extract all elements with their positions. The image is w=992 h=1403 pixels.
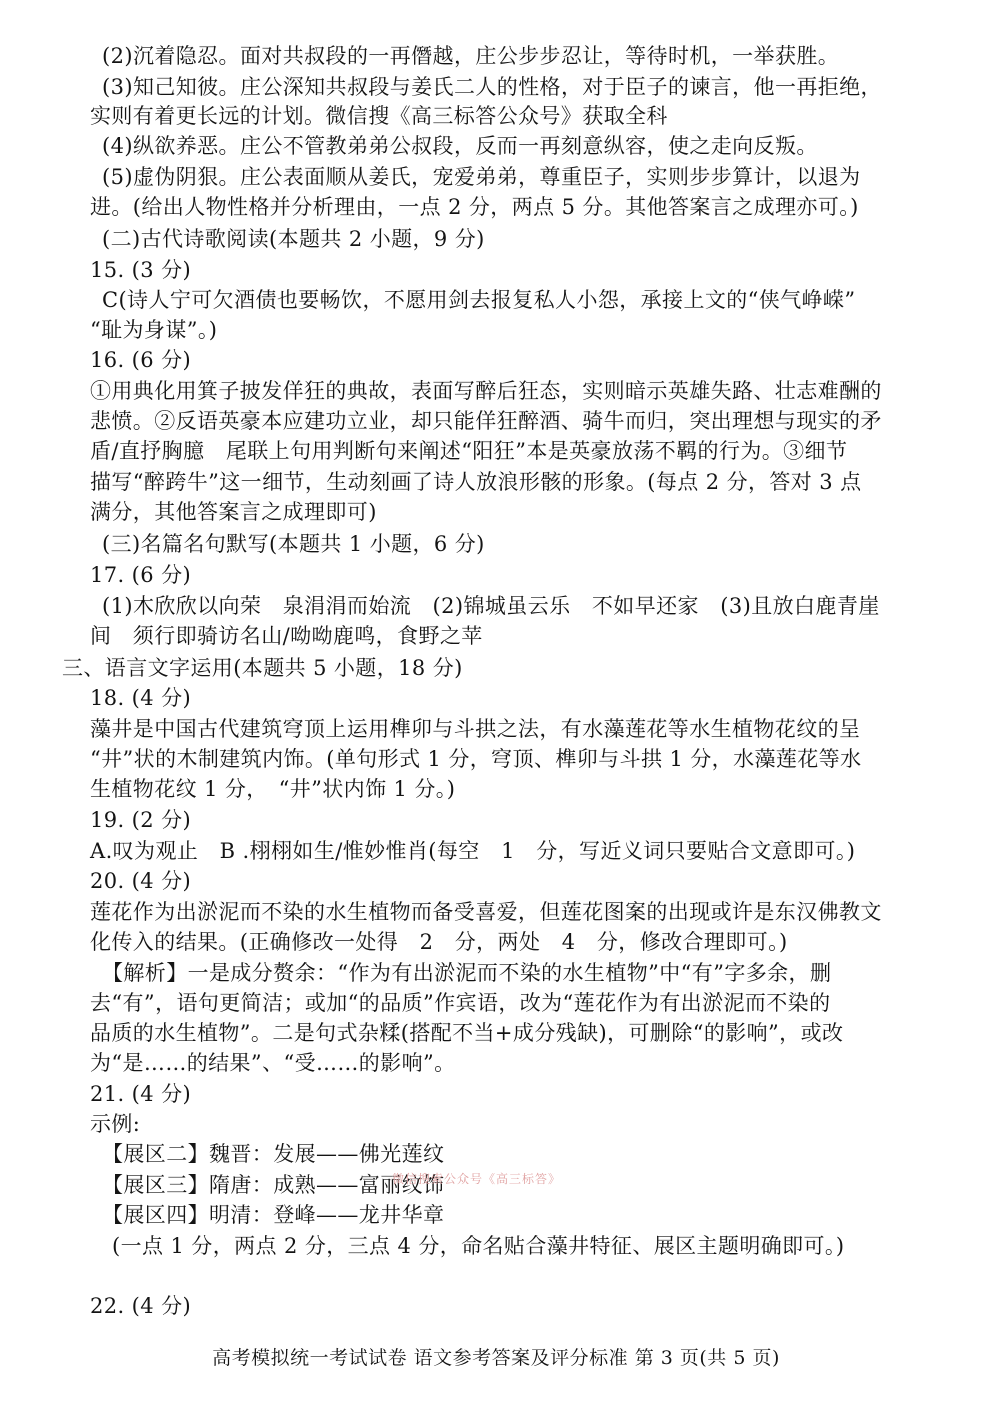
text-line: (3)知己知彼。庄公深知共叔段与姜氏二人的性格，对于臣子的谏言，他一再拒绝， bbox=[102, 75, 882, 99]
text-line: 示例: bbox=[90, 1112, 141, 1136]
question-number: 20. (4 分) bbox=[90, 869, 192, 893]
text-line: 进。(给出人物性格并分析理由，一点 2 分，两点 5 分。其他答案言之成理亦可。) bbox=[90, 195, 859, 219]
text-line: 藻井是中国古代建筑穹顶上运用榫卯与斗拱之法，有水藻莲花等水生植物花纹的呈 bbox=[90, 717, 861, 741]
section-heading: (三)名篇名句默写(本题共 1 小题，6 分) bbox=[102, 532, 485, 556]
question-number: 18. (4 分) bbox=[90, 686, 192, 710]
section-heading: 三、语言文字运用(本题共 5 小题，18 分) bbox=[62, 656, 463, 680]
text-line: 描写“醉跨牛”这一细节，生动刻画了诗人放浪形骸的形象。(每点 2 分，答对 3 点 bbox=[90, 470, 862, 494]
text-line: 【展区四】明清：登峰——龙井华章 bbox=[102, 1203, 445, 1227]
text-line: (5)虚伪阴狠。庄公表面顺从姜氏，宠爱弟弟，尊重臣子，实则步步算计，以退为 bbox=[102, 165, 861, 189]
text-line: A.叹为观止 B .栩栩如生/惟妙惟肖(每空 1 分，写近义词只要贴合文意即可。) bbox=[90, 839, 856, 863]
question-number: 19. (2 分) bbox=[90, 808, 192, 832]
text-line: 化传入的结果。(正确修改一处得 2 分，两处 4 分，修改合理即可。) bbox=[90, 930, 788, 954]
section-heading: (二)古代诗歌阅读(本题共 2 小题，9 分) bbox=[102, 227, 485, 251]
text-line: 为“是……的结果”、“受……的影响”。 bbox=[90, 1051, 456, 1075]
text-line: 盾/直抒胸臆 尾联上句用判断句来阐述“阳狂”本是英豪放荡不羁的行为。③细节 bbox=[90, 439, 848, 463]
text-line: ①用典化用箕子披发佯狂的典故，表面写醉后狂态，实则暗示英雄失路、壮志难酬的 bbox=[90, 379, 882, 403]
text-line: 【解析】一是成分赘余：“作为有出淤泥而不染的水生植物”中“有”字多余，删 bbox=[102, 961, 832, 985]
text-line: 【展区二】魏晋：发展——佛光莲纹 bbox=[102, 1142, 445, 1166]
text-line: 满分，其他答案言之成理即可) bbox=[90, 500, 377, 524]
watermark: 微信搜索公众号《高三标答》 bbox=[392, 1172, 562, 1186]
text-line: “井”状的木制建筑内饰。(单句形式 1 分，穹顶、榫卯与斗拱 1 分，水藻莲花等水 bbox=[90, 747, 862, 771]
text-line: 【展区三】隋唐：成熟——富丽纹饰 bbox=[102, 1173, 445, 1197]
text-line: 生植物花纹 1 分， “井”状内饰 1 分。) bbox=[90, 777, 456, 801]
question-number: 17. (6 分) bbox=[90, 563, 192, 587]
question-number: 21. (4 分) bbox=[90, 1082, 192, 1106]
text-line: 去“有”，语句更简洁；或加“的品质”作宾语，改为“莲花作为有出淤泥而不染的 bbox=[90, 991, 831, 1015]
text-line: 间 须行即骑访名山/呦呦鹿鸣，食野之苹 bbox=[90, 624, 483, 648]
question-number: 16. (6 分) bbox=[90, 348, 192, 372]
text-line: “耻为身谋”。) bbox=[90, 318, 218, 342]
text-line: 莲花作为出淤泥而不染的水生植物而备受喜爱，但莲花图案的出现或许是东汉佛教文 bbox=[90, 900, 882, 924]
text-line: (一点 1 分，两点 2 分，三点 4 分，命名贴合藻井特征、展区主题明确即可。) bbox=[112, 1234, 845, 1258]
text-line: (1)木欣欣以向荣 泉涓涓而始流 (2)锦城虽云乐 不如早还家 (3)且放白鹿青崖 bbox=[102, 594, 880, 618]
text-line: (4)纵欲养恶。庄公不管教弟弟公叔段，反而一再刻意纵容，使之走向反叛。 bbox=[102, 134, 818, 158]
text-line: 实则有着更长远的计划。微信搜《高三标答公众号》获取全科 bbox=[90, 104, 668, 128]
question-number: 15. (3 分) bbox=[90, 258, 192, 282]
page-footer: 高考模拟统一考试试卷 语文参考答案及评分标准 第 3 页(共 5 页) bbox=[212, 1347, 780, 1369]
text-line: 悲愤。②反语英豪本应建功立业，却只能佯狂醉酒、骑牛而归，突出理想与现实的矛 bbox=[90, 409, 882, 433]
question-number: 22. (4 分) bbox=[90, 1294, 192, 1318]
text-line: C(诗人宁可欠酒债也要畅饮，不愿用剑去报复私人小怨，承接上文的“侠气峥嵘” bbox=[102, 288, 856, 312]
text-line: 品质的水生植物”。二是句式杂糅(搭配不当+成分残缺)，可删除“的影响”，或改 bbox=[90, 1021, 844, 1045]
text-line: (2)沉着隐忍。面对共叔段的一再僭越，庄公步步忍让，等待时机，一举获胜。 bbox=[102, 44, 840, 68]
